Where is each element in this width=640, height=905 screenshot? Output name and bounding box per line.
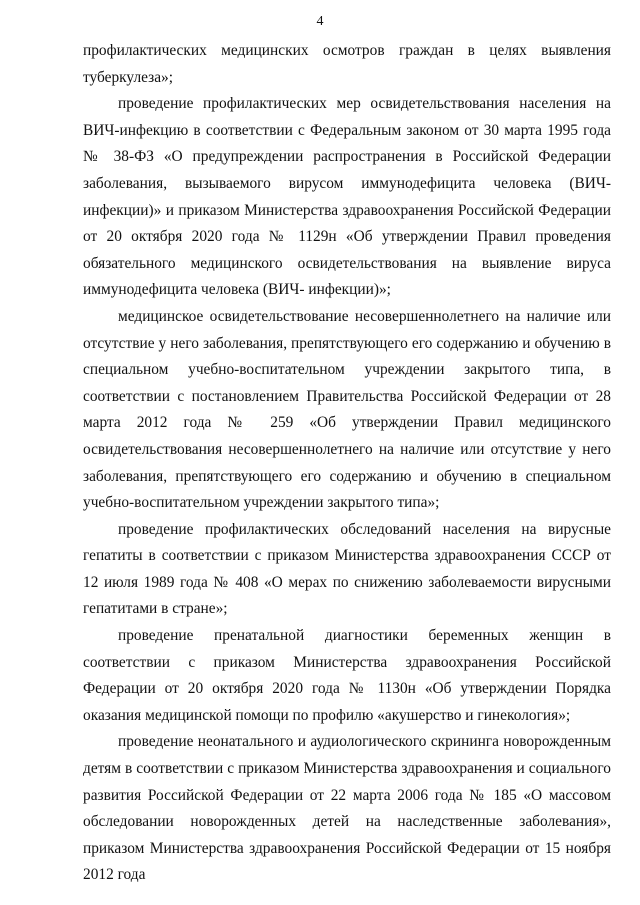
paragraph-hepatitis-examination: проведение профилактических обследований населения на вирусные гепатиты в соответствии с приказом Министерства здравоохранения СССР от 12 июля 1989 года № 408 «О мерах по снижению заболеваемости вирусными гепатитами в стране»; <box>83 520 611 618</box>
paragraph-prenatal-diagnostics: проведение пренатальной диагностики беременных женщин в соответствии с приказом Министерства здравоохранения Российской Федерации от 20 октября 2020 года № 1130н «Об утверждении Порядка оказания медицинской помощи по профилю «акушерство и гинекология»; <box>83 627 611 724</box>
paragraph-tuberculosis-continuation: профилактических медицинских осмотров граждан в целях выявления туберкулеза»; <box>83 42 611 86</box>
paragraph-minor-examination: медицинское освидетельствование несовершеннолетнего на наличие или отсутствие у него заболевания, препятствующего его содержанию и обучению в специальном учебно-воспитательном учреждении закрытого типа, в соответствии с постановлением Правительства Российской Федерации от 28 марта 2012 года № 259 «Об утверждении Правил медицинского освидетельствования несовершеннолетнего на наличие или отсутствие у него заболевания, препятствующего его содержанию и обучению в специальном учебно-воспитательном учреждении закрытого типа»; <box>83 307 611 512</box>
paragraph-neonatal-screening: проведение неонатального и аудиологического скрининга новорожденным детям в соответствии с приказом Министерства здравоохранения и социального развития Российской Федерации от 22 марта 2006 года № 185 «О массовом обследовании новорожденных детей на наследственные заболевания», приказом Министерства здравоохранения Российской Федерации от 15 ноября 2012 года <box>83 733 611 884</box>
document-body <box>83 38 611 889</box>
paragraph-hiv-examination: проведение профилактических мер освидетельствования населения на ВИЧ-инфекцию в соответствии с Федеральным законом от 30 марта 1995 года № 38-ФЗ «О предупреждении распространения в Российской Федерации заболевания, вызываемого вирусом иммунодефицита человека (ВИЧ-инфекции)» и приказом Министерства здравоохранения Российской Федерации от 20 октября 2020 года № 1129н «Об утверждении Правил проведения обязательного медицинского освидетельствования на выявление вируса иммунодефицита человека (ВИЧ- инфекции)»; <box>83 95 611 299</box>
page-number: 4 <box>316 14 324 29</box>
